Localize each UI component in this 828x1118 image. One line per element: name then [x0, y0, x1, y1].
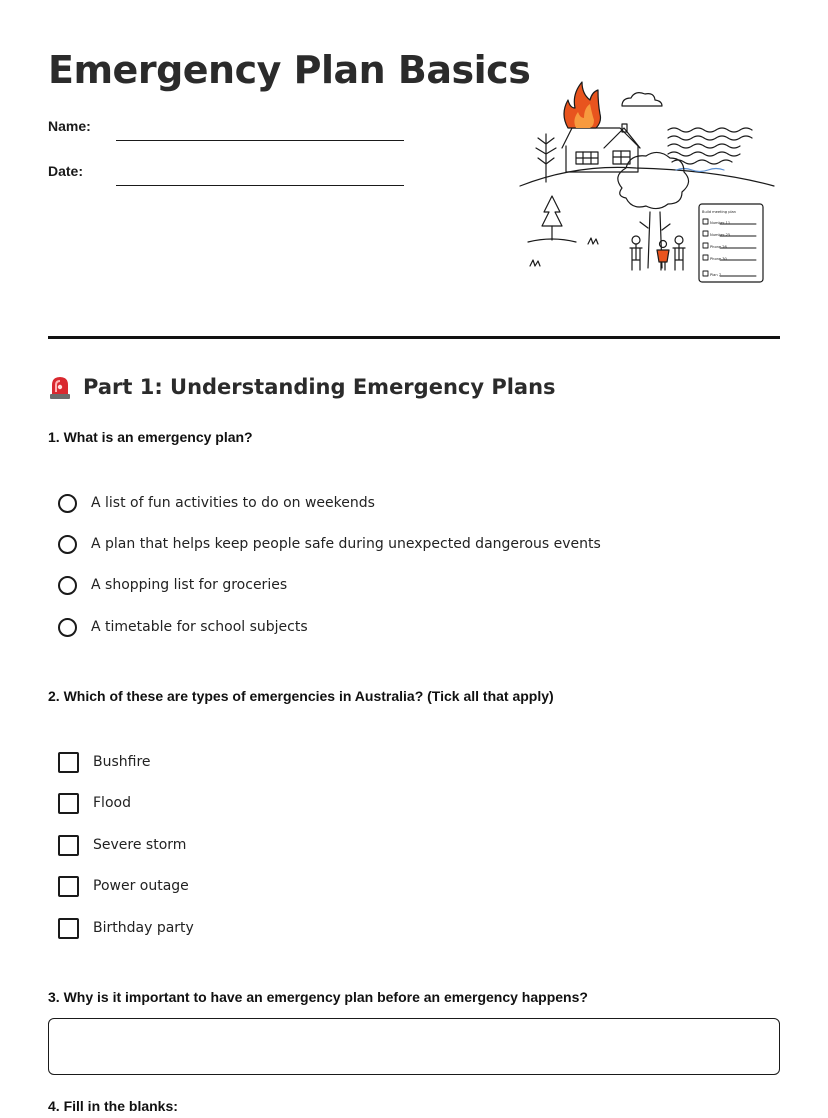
q2-option[interactable]	[58, 916, 194, 940]
q1-option[interactable]	[58, 532, 601, 556]
house-icon	[562, 124, 640, 172]
question-1: 1. What is an emergency plan?	[48, 429, 253, 445]
q2-option[interactable]	[58, 750, 151, 774]
radio-button[interactable]	[58, 618, 77, 637]
option-label: Birthday party	[93, 920, 194, 936]
header-divider	[48, 336, 780, 339]
name-field-row	[48, 118, 408, 142]
pine-tree-icon	[528, 196, 576, 242]
checkbox[interactable]	[58, 876, 79, 897]
checkbox[interactable]	[58, 918, 79, 939]
radio-button[interactable]	[58, 576, 77, 595]
radio-button[interactable]	[58, 494, 77, 513]
checklist-item: Number 25	[710, 233, 731, 237]
checklist-item: Phone 26	[710, 245, 727, 249]
checklist-item: Phone 30	[710, 257, 727, 261]
hill-line	[520, 167, 774, 186]
option-label: Severe storm	[93, 837, 187, 853]
page-title: Emergency Plan Basics	[48, 48, 531, 92]
option-label: Bushfire	[93, 754, 151, 770]
option-label: A timetable for school subjects	[91, 619, 308, 635]
grass-icon	[530, 260, 540, 266]
name-label: Name:	[48, 118, 91, 134]
question-2: 2. Which of these are types of emergencies in Australia? (Tick all that apply)	[48, 688, 554, 704]
checklist-item: Number 11	[710, 221, 731, 225]
q2-option[interactable]	[58, 833, 186, 857]
checkbox[interactable]	[58, 752, 79, 773]
option-label: A plan that helps keep people safe during unexpected dangerous events	[91, 536, 601, 552]
checkbox[interactable]	[58, 835, 79, 856]
checklist-card	[699, 204, 763, 282]
q2-option[interactable]	[58, 874, 189, 898]
date-input-line[interactable]	[116, 185, 404, 186]
radio-button[interactable]	[58, 535, 77, 554]
grass-icon	[588, 238, 598, 244]
checklist-item: Plan 7	[710, 273, 722, 277]
question-3: 3. Why is it important to have an emergency plan before an emergency happens?	[48, 989, 588, 1005]
emergency-scene-illustration	[516, 78, 780, 288]
part1-heading	[48, 374, 556, 400]
question-4: 4. Fill in the blanks:	[48, 1098, 178, 1114]
q1-option[interactable]	[58, 573, 287, 597]
option-label: A list of fun activities to do on weekends	[91, 495, 375, 511]
date-label: Date:	[48, 163, 84, 179]
q3-answer-box[interactable]	[48, 1018, 780, 1075]
part1-heading-text: Part 1: Understanding Emergency Plans	[83, 375, 556, 399]
q1-option[interactable]	[58, 615, 308, 639]
checkbox[interactable]	[58, 793, 79, 814]
option-label: Flood	[93, 795, 131, 811]
cloud-icon	[622, 93, 662, 106]
option-label: A shopping list for groceries	[91, 577, 288, 593]
siren-icon	[48, 374, 72, 400]
q1-option[interactable]	[58, 491, 375, 515]
checklist-title: Build meeting plan	[702, 210, 736, 214]
option-label: Power outage	[93, 878, 189, 894]
flood-water-icon	[668, 128, 752, 172]
date-field-row	[48, 163, 408, 187]
name-input-line[interactable]	[116, 140, 404, 141]
family-icon	[630, 236, 685, 270]
q2-option[interactable]	[58, 791, 131, 815]
